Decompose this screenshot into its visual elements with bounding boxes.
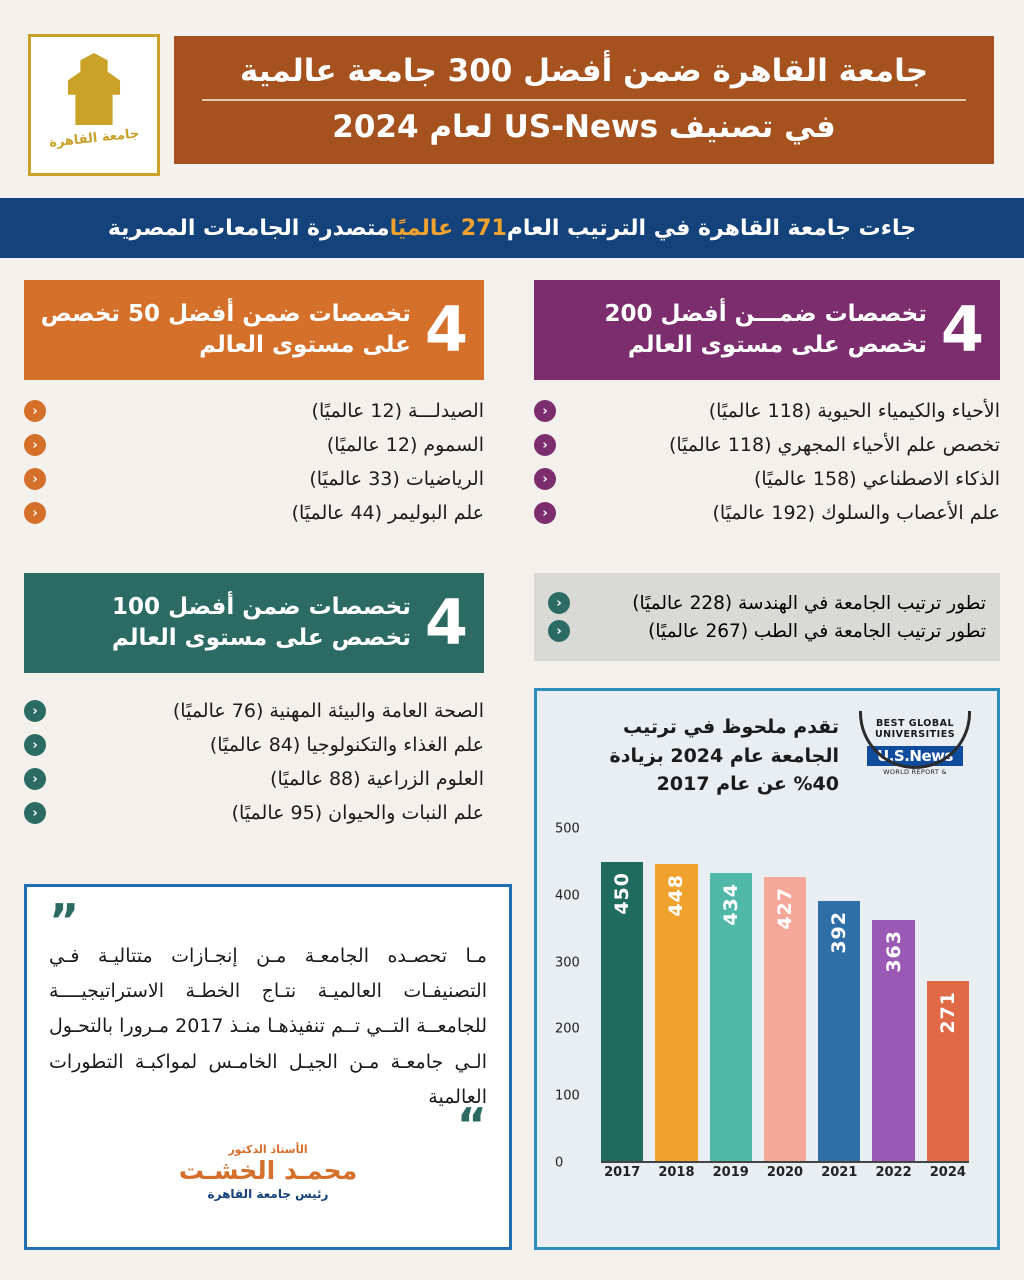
x-tick-label: 2021 bbox=[821, 1165, 858, 1180]
author-prefix: الأستاذ الدكتور bbox=[228, 1143, 308, 1157]
list-item bbox=[548, 592, 986, 614]
ranking-chart-card bbox=[534, 688, 1000, 1250]
list-item-label: السموم (12 عالميًا) bbox=[326, 434, 484, 456]
list-item-label: تطور ترتيب الجامعة في الطب (267 عالميًا) bbox=[648, 620, 986, 642]
panel-header-top50 bbox=[24, 280, 484, 380]
chevron-left-icon: ‹ bbox=[24, 768, 46, 790]
subtitle-before: جاءت جامعة القاهرة في الترتيب العام bbox=[506, 215, 917, 241]
logo-caption: جامعة القاهرة bbox=[48, 126, 140, 151]
list-item bbox=[534, 428, 1000, 462]
y-tick-label: 400 bbox=[555, 888, 580, 904]
quote-signature bbox=[49, 1143, 487, 1201]
badge-top-text: BEST GLOBAL UNIVERSITIES bbox=[874, 718, 956, 740]
quote-open-icon: ” bbox=[49, 894, 80, 948]
chevron-left-icon: ‹ bbox=[548, 592, 570, 614]
list-item-label: الأحياء والكيمياء الحيوية (118 عالميًا) bbox=[708, 400, 1000, 422]
bar-value-label: 434 bbox=[719, 882, 742, 926]
subtitle-after: متصدرة الجامعات المصرية bbox=[107, 215, 390, 241]
quote-text: مـا تحصـده الجامعـة مـن إنجـازات متتاليـة فـي التصنيفـات العالميـة نتـاج الخطـة الاستراتيجيــــة للجامعــة التــي تــم تنفيذهـا منـذ 2017 مـرورا بالتحـول الـي جامعـة مـن الجيـل الخامـس لمواكبـة التطورات العالمية bbox=[49, 945, 487, 1108]
list-item bbox=[534, 496, 1000, 530]
list-item bbox=[548, 620, 986, 642]
bar-value-label: 271 bbox=[936, 991, 959, 1034]
bar-chart bbox=[555, 821, 975, 1189]
chevron-left-icon: ‹ bbox=[24, 502, 46, 524]
panel-top100-title: تخصصات ضمن أفضل 100 تخصص على مستوى العالم bbox=[111, 593, 411, 651]
chevron-left-icon: ‹ bbox=[24, 400, 46, 422]
x-tick-label: 2020 bbox=[766, 1165, 804, 1180]
list-item bbox=[24, 496, 484, 530]
bar bbox=[927, 981, 969, 1161]
list-item bbox=[534, 462, 1000, 496]
chevron-left-icon: ‹ bbox=[534, 434, 556, 456]
panel-header-top200 bbox=[534, 280, 1000, 380]
page-title-line2: في تصنيف US-News لعام 2024 bbox=[332, 109, 836, 145]
panel-top50-number: 4 bbox=[424, 293, 468, 366]
list-item-label: الرياضيات (33 عالميًا) bbox=[309, 468, 484, 490]
bar bbox=[872, 920, 914, 1161]
y-tick-label: 100 bbox=[555, 1088, 580, 1104]
list-item-label: الصيدلـــة (12 عالميًا) bbox=[311, 400, 484, 422]
x-tick-label: 2017 bbox=[604, 1165, 641, 1180]
bar-value-label: 450 bbox=[611, 872, 634, 915]
list-item-label: العلوم الزراعية (88 عالميًا) bbox=[270, 768, 484, 790]
author-role: رئيس جامعة القاهرة bbox=[207, 1187, 329, 1202]
bar bbox=[601, 862, 643, 1161]
chevron-left-icon: ‹ bbox=[534, 400, 556, 422]
x-tick-label: 2022 bbox=[875, 1165, 912, 1180]
bar bbox=[818, 901, 860, 1161]
quote-card bbox=[24, 884, 512, 1250]
chevron-left-icon: ‹ bbox=[24, 468, 46, 490]
list-top100 bbox=[24, 694, 484, 830]
list-item bbox=[24, 694, 484, 728]
badge-subtext: & WORLD REPORT bbox=[883, 767, 947, 776]
panel-top50-title: تخصصات ضمن أفضل 50 تخصص على مستوى العالم bbox=[40, 300, 411, 358]
bar-group bbox=[764, 829, 806, 1161]
list-item-label: تخصص علم الأحياء المجهري (118 عالميًا) bbox=[668, 434, 1000, 456]
list-item bbox=[24, 462, 484, 496]
list-item-label: علم الأعصاب والسلوك (192 عالميًا) bbox=[712, 502, 1000, 524]
x-tick-label: 2024 bbox=[929, 1165, 966, 1180]
y-tick-label: 0 bbox=[555, 1155, 564, 1171]
subtitle-band bbox=[0, 198, 1024, 258]
chevron-left-icon: ‹ bbox=[24, 700, 46, 722]
bar-group bbox=[818, 829, 860, 1161]
list-item bbox=[24, 394, 484, 428]
bar-value-label: 363 bbox=[882, 929, 905, 973]
chart-note: تقدم ملحوظ في ترتيب الجامعة عام 2024 بزيادة 40% عن عام 2017 bbox=[609, 716, 839, 795]
header-title-band bbox=[174, 36, 994, 164]
list-item-label: تطور ترتيب الجامعة في الهندسة (228 عالميًا) bbox=[632, 592, 986, 614]
y-tick-label: 500 bbox=[555, 821, 580, 837]
list-item bbox=[534, 394, 1000, 428]
list-item bbox=[24, 796, 484, 830]
x-axis-labels bbox=[601, 1165, 969, 1189]
chevron-left-icon: ‹ bbox=[534, 502, 556, 524]
list-item-label: علم النبات والحيوان (95 عالميًا) bbox=[231, 802, 484, 824]
chevron-left-icon: ‹ bbox=[24, 434, 46, 456]
panel-top200-number: 4 bbox=[940, 293, 984, 366]
list-top200 bbox=[534, 394, 1000, 530]
y-tick-label: 200 bbox=[555, 1021, 580, 1037]
y-tick-label: 300 bbox=[555, 955, 580, 971]
panel-header-top100 bbox=[24, 573, 484, 673]
bar bbox=[655, 864, 697, 1161]
page-title-line1: جامعة القاهرة ضمن أفضل 300 جامعة عالمية bbox=[202, 51, 966, 101]
logo-inner bbox=[40, 45, 148, 165]
x-tick-label: 2019 bbox=[712, 1165, 749, 1180]
author-name: محمـد الخشـت bbox=[178, 1156, 358, 1186]
scribe-icon bbox=[63, 53, 125, 125]
list-item-label: علم البوليمر (44 عالميًا) bbox=[291, 502, 484, 524]
bar-group bbox=[655, 829, 697, 1161]
chevron-left-icon: ‹ bbox=[534, 468, 556, 490]
x-tick-label: 2018 bbox=[658, 1165, 695, 1180]
header bbox=[0, 18, 1024, 183]
panel-top100-number: 4 bbox=[424, 586, 468, 659]
badge-brand: U.S.News bbox=[867, 746, 963, 766]
y-axis bbox=[555, 821, 595, 1171]
bar-group bbox=[927, 829, 969, 1161]
chevron-left-icon: ‹ bbox=[24, 734, 46, 756]
bar-group bbox=[601, 829, 643, 1161]
bar-value-label: 427 bbox=[774, 887, 796, 931]
usnews-badge-icon bbox=[851, 705, 979, 797]
quote-close-icon: “ bbox=[456, 1097, 487, 1152]
cairo-university-logo bbox=[28, 34, 160, 176]
bar bbox=[764, 877, 806, 1161]
list-item bbox=[24, 428, 484, 462]
bar-group bbox=[872, 829, 914, 1161]
subtitle-highlight: 271 عالميًا bbox=[389, 215, 507, 241]
list-item-label: الصحة العامة والبيئة المهنية (76 عالميًا) bbox=[172, 700, 484, 722]
bar-value-label: 448 bbox=[665, 873, 688, 917]
chevron-left-icon: ‹ bbox=[24, 802, 46, 824]
list-item bbox=[24, 728, 484, 762]
list-item-label: علم الغذاء والتكنولوجيا (84 عالميًا) bbox=[209, 734, 484, 756]
chevron-left-icon: ‹ bbox=[548, 620, 570, 642]
list-item bbox=[24, 762, 484, 796]
bar-group bbox=[710, 829, 752, 1161]
bars-container bbox=[601, 829, 969, 1163]
bar bbox=[710, 873, 752, 1161]
bar-value-label: 392 bbox=[828, 910, 851, 954]
list-top50 bbox=[24, 394, 484, 530]
panel-top200-title: تخصصات ضمـــن أفضل 200 تخصص على مستوى العالم bbox=[604, 300, 927, 358]
list-item-label: الذكاء الاصطناعي (158 عالميًا) bbox=[754, 468, 1000, 490]
progress-box bbox=[534, 573, 1000, 661]
